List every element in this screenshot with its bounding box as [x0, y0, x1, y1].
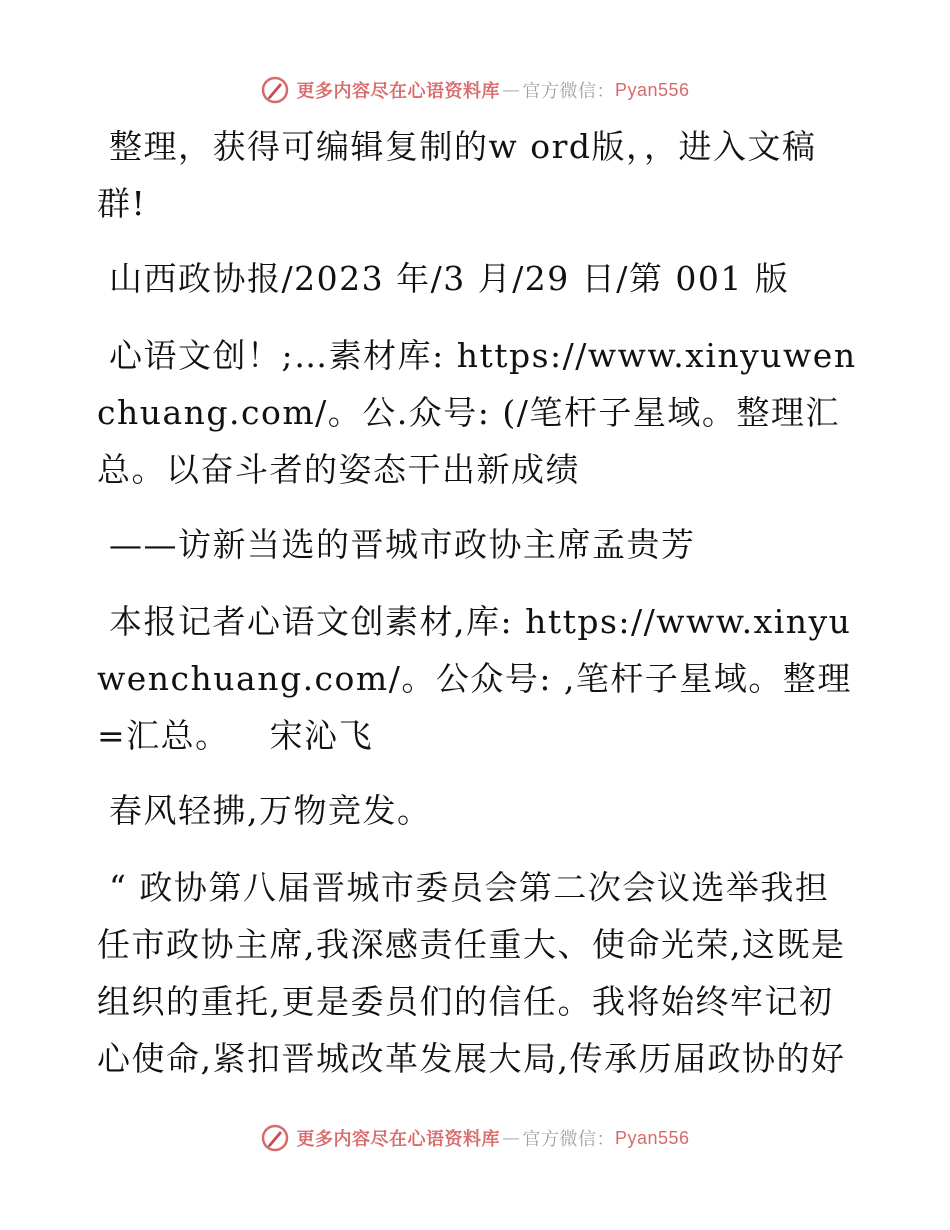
watermark-footer	[0, 1118, 950, 1158]
quill-pen-logo-icon	[260, 75, 290, 105]
watermark-label: 官方微信：	[522, 81, 615, 102]
watermark-wechat-id: Pyan556	[614, 1127, 690, 1148]
paragraph-title: 心语文创！;…素材库: https://www.xinyuwenchuang.com/。公.众号: (/笔杆子星域。整理汇总。以奋斗者的姿态干出新成绩	[97, 336, 857, 489]
byline-text: 本报记者心语文创素材,库: https://www.xinyuwenchuang.com/。公众号: ,笔杆子星域。整理=汇总。	[97, 602, 852, 755]
quill-pen-logo-icon	[260, 1123, 290, 1153]
watermark-label: 官方微信：	[522, 1129, 615, 1150]
watermark-header	[0, 70, 950, 110]
document-body	[97, 118, 857, 1105]
reporter-name: 宋沁飞	[269, 716, 374, 755]
watermark-dash: —	[501, 1127, 521, 1149]
watermark-dash: —	[501, 79, 521, 101]
watermark-wechat-id: Pyan556	[614, 79, 690, 100]
paragraph-source: 山西政协报/2023 年/3 月/29 日/第 001 版	[109, 259, 790, 298]
paragraph-quote: “ 政协第八届晋城市委员会第二次会议选举我担任市政协主席,我深感责任重大、使命光荣,这既是组织的重托,更是委员们的信任。我将始终牢记初心使命,紧扣晋城改革发展大局,传承历届政协的好	[97, 868, 846, 1078]
watermark-brand: 更多内容尽在心语资料库	[296, 81, 500, 102]
paragraph-subtitle: ——访新当选的晋城市政协主席孟贵芳	[109, 525, 696, 564]
watermark-brand: 更多内容尽在心语资料库	[296, 1129, 500, 1150]
paragraph-1: 整理，获得可编辑复制的w ord版，，进入文稿群!	[97, 127, 817, 223]
paragraph-byline	[97, 593, 857, 764]
paragraph-lead: 春风轻拂,万物竞发。	[109, 791, 432, 830]
